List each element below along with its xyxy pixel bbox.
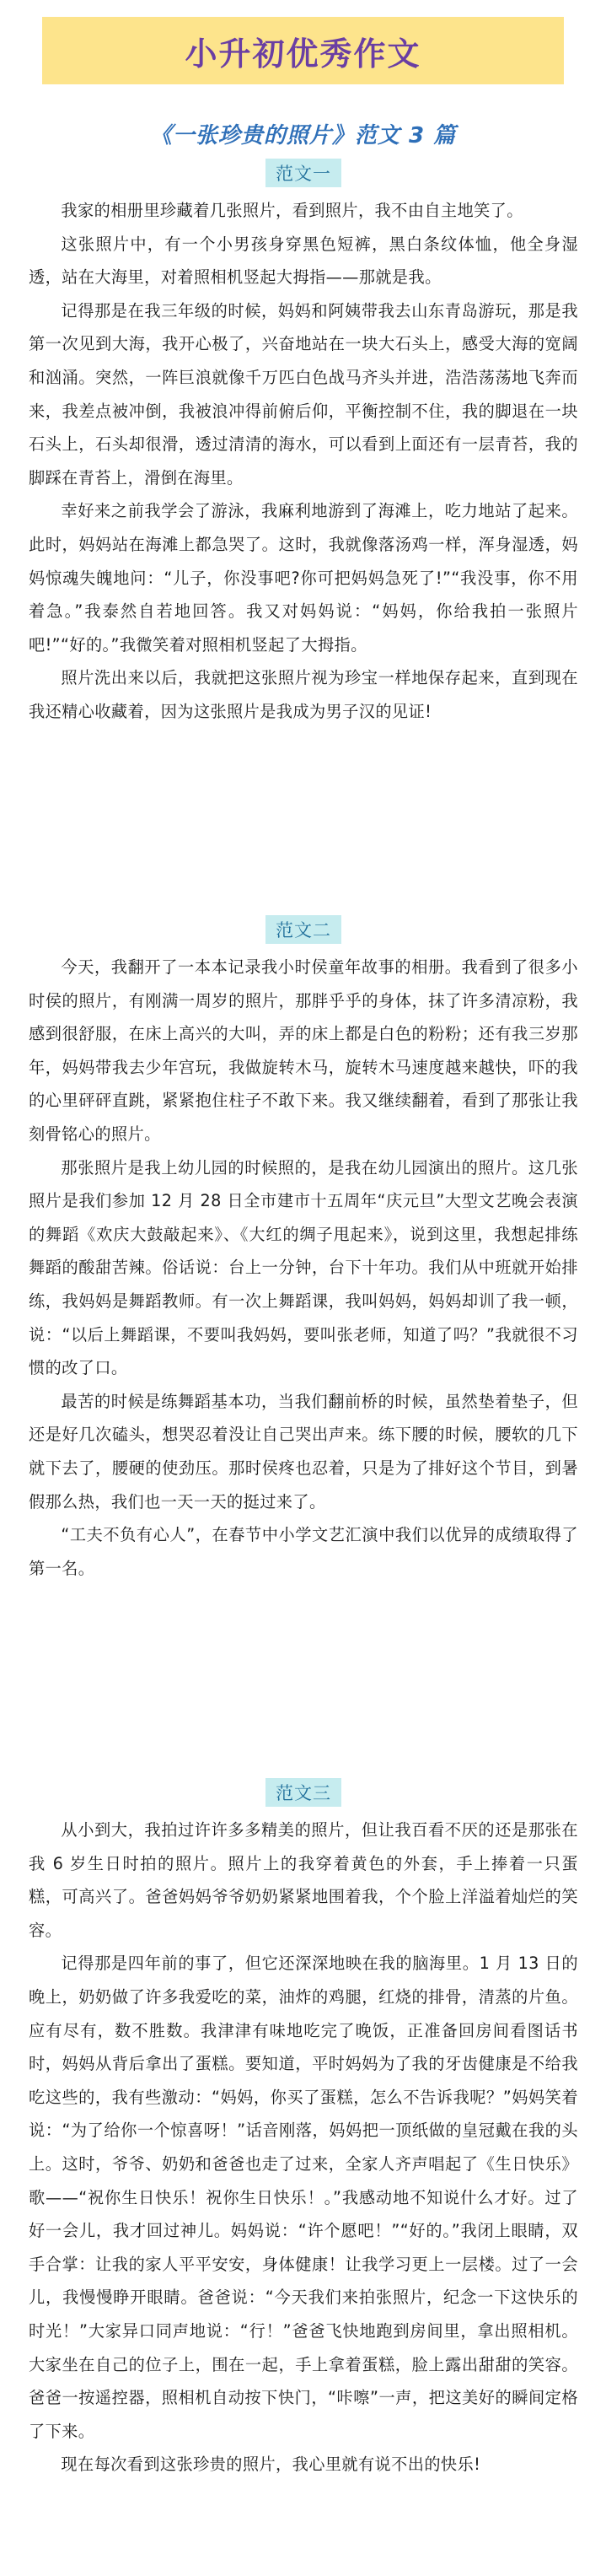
section-label-wrap: [29, 1778, 578, 1807]
paragraph: 这张照片中，有一个小男孩身穿黑色短裤，黑白条纹体恤，他全身湿透，站在大海里，对着照相机竖起大拇指——那就是我。: [29, 234, 578, 288]
paragraph: 从小到大，我拍过许许多多精美的照片，但让我百看不厌的还是那张在我 6 岁生日时拍的照片。照片上的我穿着黄色的外套，手上捧着一只蛋糕，可高兴了。爸爸妈妈爷爷奶奶紧紧地围着我，个个脸上洋溢着灿烂的笑容。: [29, 1820, 578, 1940]
section-label: 范文一: [265, 159, 341, 187]
section-label-wrap: [29, 915, 578, 944]
paragraph: “工夫不负有心人”，在春节中小学文艺汇演中我们以优异的成绩取得了第一名。: [29, 1525, 578, 1578]
paragraph: 现在每次看到这张珍贵的照片，我心里就有说不出的快乐!: [61, 2455, 481, 2475]
section-body: [29, 1813, 578, 2482]
paragraph: 记得那是四年前的事了，但它还深深地映在我的脑海里。1 月 13 日的晚上，奶奶做了许多我爱吃的菜，油炸的鸡腿，红烧的排骨，清蒸的片鱼。应有尽有，数不胜数。我津津有味地吃完了晚饭，正准备回房间看图话书时，妈妈从背后拿出了蛋糕。要知道，平时妈妈为了我的牙齿健康是不给我吃这些的，我有些激动：“妈妈，你买了蛋糕，怎么不告诉我呢？”妈妈笑着说：“为了给你一个惊喜呀！”话音刚落，妈妈把一顶纸做的皇冠戴在我的头上。这时，爷爷、奶奶和爸爸也走了过来，全家人齐声唱起了《生日快乐》歌——“祝你生日快乐！祝你生日快乐！。”我感动地不知说什么才好。过了好一会儿，我才回过神儿。妈妈说：“许个愿吧！”“好的。”我闭上眼睛，双手合掌：让我的家人平平安安，身体健康！让我学习更上一层楼。过了一会儿，我慢慢睁开眼睛。爸爸说：“今天我们来拍张照片，纪念一下这快乐的时光！”大家异口同声地说：“行！”爸爸飞快地跑到房间里，拿出照相机。大家坐在自己的位子上，围在一起，手上拿着蛋糕，脸上露出甜甜的笑容。爸爸一按遥控器，照相机自动按下快门，“咔嚓”一声，把这美好的瞬间定格了下来。: [29, 1954, 578, 2441]
section-label: 范文三: [265, 1778, 341, 1807]
paragraph: 最苦的时候是练舞蹈基本功，当我们翻前桥的时候，虽然垫着垫子，但还是好几次磕头，想哭忍着没让自己哭出声来。练下腰的时候，腰软的几下就下去了，腰硬的使劲压。那时侯疼也忍着，只是为了排好这个节目，到暑假那么热，我们也一天一天的挺过来了。: [29, 1391, 578, 1512]
page-subtitle: 《一张珍贵的照片》范文 3 篇: [149, 123, 457, 148]
section-label-wrap: [29, 159, 578, 187]
essay-section-3: [29, 1778, 578, 2482]
paragraph: 照片洗出来以后，我就把这张照片视为珍宝一样地保存起来，直到现在我还精心收藏着，因为这张照片是我成为男子汉的见证!: [29, 668, 578, 721]
section-body: [29, 951, 578, 1585]
essay-section-2: [29, 915, 578, 1585]
paragraph: 我家的相册里珍藏着几张照片，看到照片，我不由自主地笑了。: [61, 201, 523, 220]
paragraph: 记得那是在我三年级的时候，妈妈和阿姨带我去山东青岛游玩，那是我第一次见到大海，我开心极了，兴奋地站在一块大石头上，感受大海的宽阔和汹涌。突然，一阵巨浪就像千万匹白色战马齐头并进，浩浩荡荡地飞奔而来，我差点被冲倒，我被浪冲得前俯后仰，平衡控制不住，我的脚退在一块石头上，石头却很滑，透过清清的海水，可以看到上面还有一层青苔，我的脚踩在青苔上，滑倒在海里。: [29, 300, 578, 488]
paragraph: 今天，我翻开了一本本记录我小时侯童年故事的相册。我看到了很多小时侯的照片，有刚满一周岁的照片，那胖乎乎的身体，抹了许多清凉粉，我感到很舒服，在床上高兴的大叫，弄的床上都是白色的粉粉；还有我三岁那年，妈妈带我去少年宫玩，我做旋转木马，旋转木马速度越来越快，吓的我的心里砰砰直跳，紧紧抱住柱子不敢下来。我又继续翻着，看到了那张让我刻骨铭心的照片。: [29, 957, 578, 1144]
page-title: 小升初优秀作文: [185, 35, 421, 73]
section-label: 范文二: [265, 915, 341, 944]
paragraph: 幸好来之前我学会了游泳，我麻利地游到了海滩上，吃力地站了起来。此时，妈妈站在海滩上都急哭了。这时，我就像落汤鸡一样，浑身湿透，妈妈惊魂失魄地问：“儿子，你没事吧?你可把妈妈急死了!”“我没事，你不用着急。”我泰然自若地回答。我又对妈妈说：“妈妈，你给我拍一张照片吧!”“好的。”我微笑着对照相机竖起了大拇指。: [29, 501, 578, 655]
essay-section-1: [29, 159, 578, 729]
paragraph: 那张照片是我上幼儿园的时候照的，是我在幼儿园演出的照片。这几张照片是我们参加 12 月 28 日全市建市十五周年“庆元旦”大型文艺晚会表演的舞蹈《欢庆大鼓敲起来》、《大红的绸子甩起来》，说到这里，我想起排练舞蹈的酸甜苦辣。俗话说：台上一分钟，台下十年功。我们从中班就开始排练，我妈妈是舞蹈教师。有一次上舞蹈课，我叫妈妈，妈妈却训了我一顿，说：“以后上舞蹈课，不要叫我妈妈，要叫张老师，知道了吗？”我就很不习惯的改了口。: [29, 1157, 578, 1378]
title-banner: [42, 17, 564, 84]
section-body: [29, 194, 578, 729]
